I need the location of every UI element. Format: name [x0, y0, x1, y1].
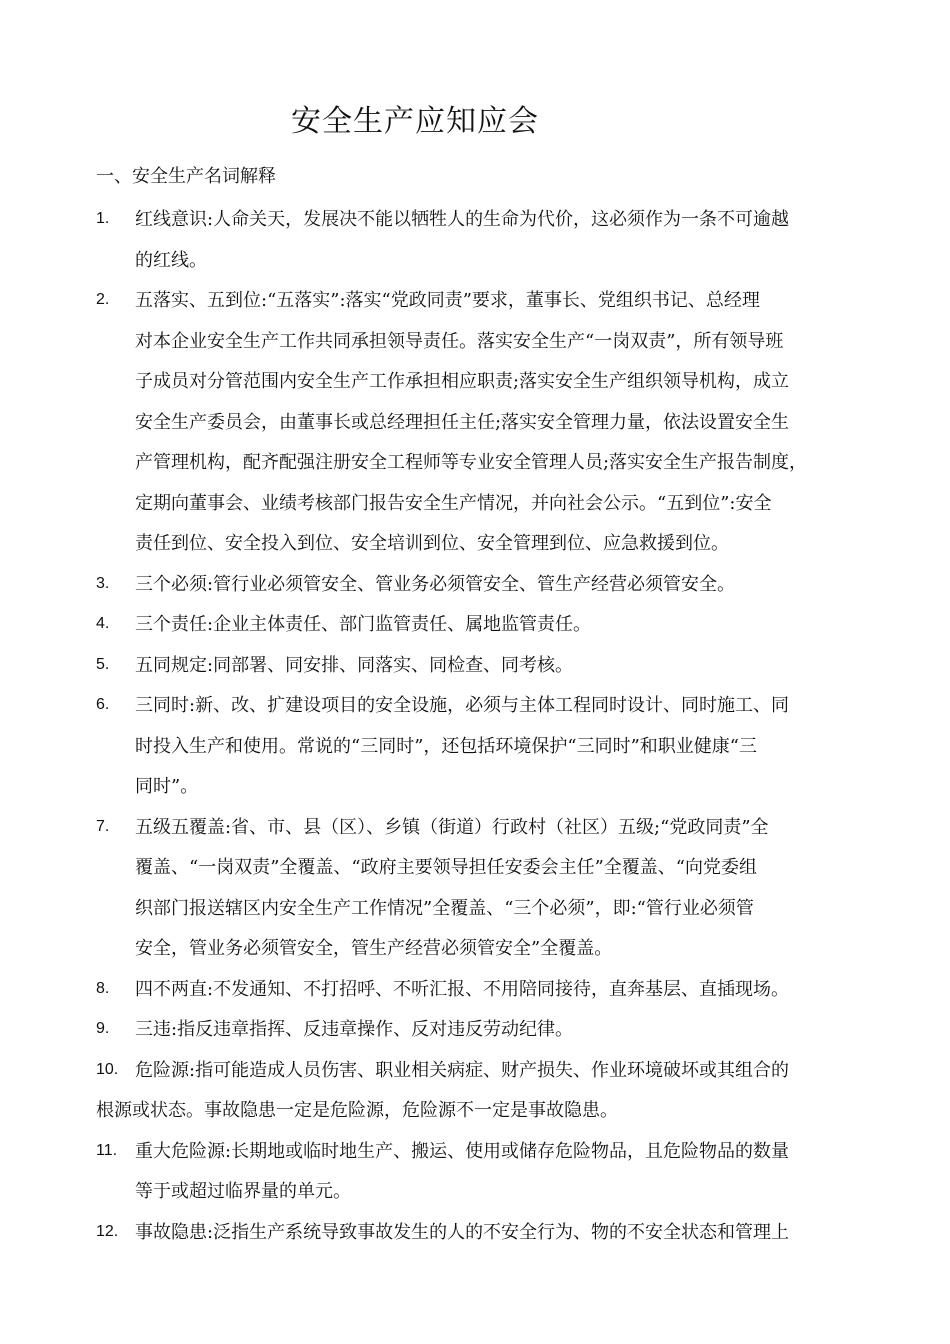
section-heading: 一、安全生产名词解释 — [96, 166, 276, 187]
list-item — [0, 200, 950, 281]
list-item — [0, 1213, 950, 1254]
list-item-text: 三个责任:企业主体责任、部门监管责任、属地监管责任。 — [135, 614, 592, 635]
list-item — [0, 808, 950, 970]
list-item-number: 10. — [96, 1060, 119, 1078]
list-item-number: 3. — [96, 574, 110, 592]
list-item-text: 重大危险源:长期地或临时地生产、搬运、使用或储存危险物品，且危险物品的数量 等于或超过临界量的单元。 — [135, 1140, 790, 1202]
list-item-number: 11. — [96, 1141, 118, 1159]
list-item — [0, 1051, 950, 1132]
list-item-text: 危险源:指可能造成人员伤害、职业相关病症、财产损失、作业环境破坏或其组合的 根源或状态。事故隐患一定是危险源，危险源不一定是事故隐患。 — [96, 1059, 790, 1121]
list-item-text: 四不两直:不发通知、不打招呼、不听汇报、不用陪同接待，直奔基层、直插现场。 — [135, 978, 790, 1000]
list-item-number: 6. — [96, 696, 110, 713]
list-item-text: 三同时:新、改、扩建设项目的安全设施，必须与主体工程同时设计、同时施工、同 时投入生产和使用。常说的“三同时”，还包括环境保护“三同时”和职业健康“三 同时”。 — [135, 695, 790, 797]
list-item-number: 9. — [96, 1020, 110, 1037]
list-item — [0, 646, 950, 687]
list-item-text: 三个必须:管行业必须管安全、管业务必须管安全、管生产经营必须管安全。 — [135, 573, 736, 595]
list-item-number: 8. — [96, 979, 110, 997]
list-item-text: 三违:指反违章指挥、反违章操作、反对违反劳动纪律。 — [135, 1019, 574, 1040]
list-item-number: 4. — [96, 615, 110, 632]
list-item-number: 12. — [96, 1222, 119, 1240]
list-item-number: 7. — [96, 817, 110, 835]
list-item-text: 五落实、五到位:“五落实”:落实“党政同责”要求，董事长、党组织书记、总经理 对本企业安全生产工作共同承担领导责任。落实安全生产“一岗双责”，所有领导班 子成员对分管范围内安全生产工作承担相应职责;落实安全生产组织领导机构，成立 安全生产委员会，由董事长或总经理担任主任;落实安全管理力量，依法设置安全生 产管理机构，配齐配强注册安全工程师等专业安全管理人员;落实安全生产报告制度， 定期向董事会、业绩考核部门报告安全生产情况，并向社会公示。“五到位”:安全 责任到位、安全投入到位、安全培训到位、安全管理到位、应急救援到位。 — [135, 290, 808, 554]
list-item — [0, 1132, 950, 1213]
list-item — [0, 605, 950, 646]
list-item-number: 2. — [96, 291, 110, 308]
list-item-text: 五同规定:同部署、同安排、同落实、同检查、同考核。 — [135, 654, 574, 676]
list-item — [0, 1010, 950, 1051]
list-item — [0, 970, 950, 1011]
document-title: 安全生产应知应会 — [291, 104, 539, 139]
list-item-text: 事故隐患:泛指生产系统导致事故发生的人的不安全行为、物的不安全状态和管理上 — [135, 1221, 790, 1243]
list-item-number: 1. — [96, 210, 110, 227]
list-item — [0, 565, 950, 606]
list-item-number: 5. — [96, 655, 110, 673]
list-item-text: 红线意识:人命关天，发展决不能以牺牲人的生命为代价，这必须作为一条不可逾越 的红线。 — [135, 209, 790, 271]
term-list — [0, 200, 950, 1253]
list-item-text: 五级五覆盖:省、市、县（区）、乡镇（街道）行政村（社区）五级;“党政同责”全 覆盖、“一岗双责”全覆盖、“政府主要领导担任安委会主任”全覆盖、“向党委组 织部门报送辖区内安全生产工作情况”全覆盖、“三个必须”，即:“管行业必须管 安全，管业务必须管安全，管生产经营必须管安全”全覆盖。 — [135, 816, 769, 959]
list-item — [0, 686, 950, 808]
list-item — [0, 281, 950, 565]
